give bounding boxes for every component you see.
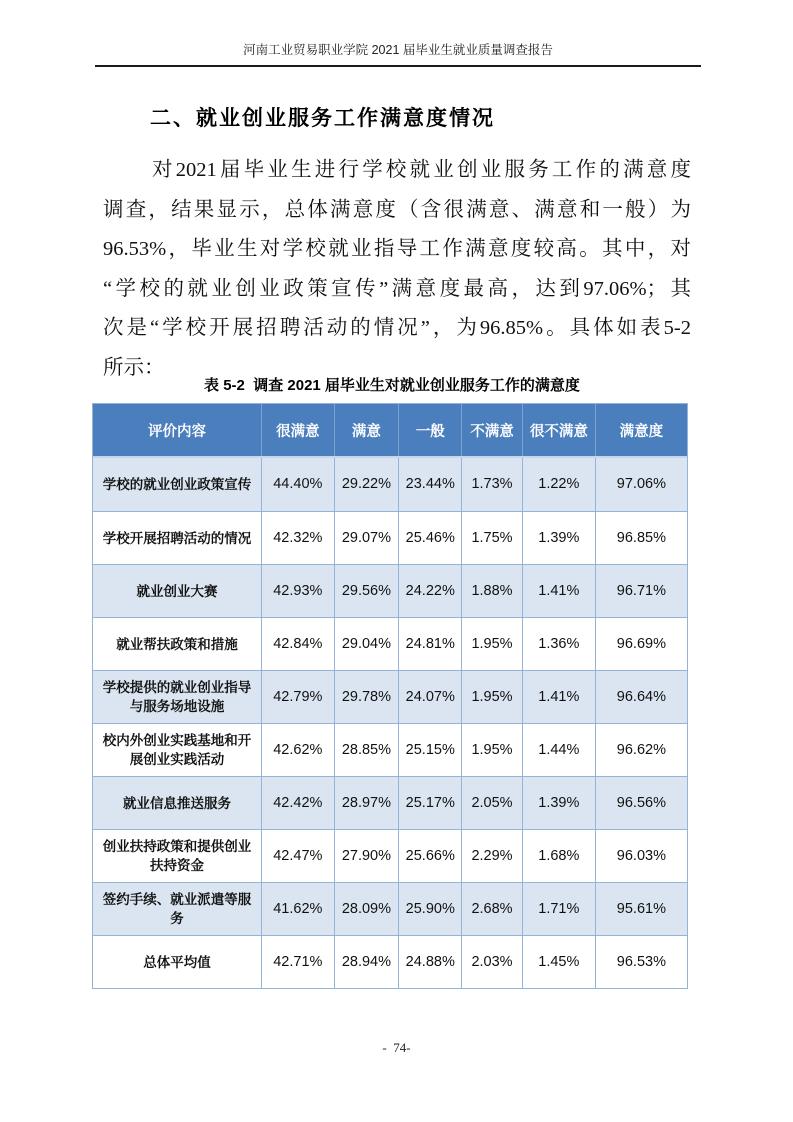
column-header: 不满意	[461, 404, 522, 456]
cell-value: 28.94%	[334, 936, 399, 988]
row-label: 签约手续、就业派遣等服务	[102, 892, 252, 926]
cell-value: 28.85%	[334, 724, 399, 776]
cell-value: 27.90%	[334, 830, 399, 882]
cell-value: 96.03%	[595, 830, 687, 882]
cell-value: 1.22%	[522, 458, 595, 511]
cell-value: 25.15%	[398, 724, 461, 776]
cell-value: 96.71%	[595, 565, 687, 617]
table-row	[93, 723, 687, 776]
cell-value: 96.56%	[595, 777, 687, 829]
row-label: 创业扶持政策和提供创业扶持资金	[102, 839, 252, 873]
cell-value: 2.29%	[461, 830, 522, 882]
cell-value: 25.66%	[398, 830, 461, 882]
paragraph-line: 对2021届毕业生进行学校就业创业服务工作的满意度	[152, 159, 691, 181]
cell-value: 1.39%	[522, 777, 595, 829]
cell-value: 25.90%	[398, 883, 461, 935]
cell-value: 96.69%	[595, 618, 687, 670]
cell-value: 28.09%	[334, 883, 399, 935]
cell-value: 29.78%	[334, 671, 399, 723]
table-row	[93, 564, 687, 617]
paragraph-line: 所示：	[103, 356, 165, 379]
row-label: 学校开展招聘活动的情况	[102, 530, 252, 546]
row-label: 学校提供的就业创业指导与服务场地设施	[102, 680, 252, 714]
cell-value: 1.95%	[461, 724, 522, 776]
cell-value: 1.39%	[522, 512, 595, 564]
cell-value: 1.45%	[522, 936, 595, 988]
page-header	[95, 40, 701, 67]
row-label: 学校的就业创业政策宣传	[102, 477, 252, 492]
table-row	[93, 670, 687, 723]
cell-value: 24.88%	[398, 936, 461, 988]
column-header: 评价内容	[148, 423, 207, 440]
cell-value: 29.04%	[334, 618, 399, 670]
row-label: 就业帮扶政策和措施	[116, 636, 238, 652]
cell-value: 2.68%	[461, 883, 522, 935]
table-row	[93, 511, 687, 564]
cell-value: 96.62%	[595, 724, 687, 776]
cell-value: 95.61%	[595, 883, 687, 935]
table-header-row	[93, 404, 687, 458]
column-header: 一般	[398, 404, 461, 456]
cell-value: 24.07%	[398, 671, 461, 723]
paragraph-line: “学校的就业创业政策宣传”满意度最高，达到97.06%；其	[103, 277, 691, 300]
cell-value: 96.85%	[595, 512, 687, 564]
cell-value: 41.62%	[261, 883, 333, 935]
cell-value: 1.73%	[461, 458, 522, 511]
column-header: 满意度	[595, 404, 687, 456]
column-header: 很满意	[261, 404, 333, 456]
table-row	[93, 882, 687, 935]
cell-value: 42.71%	[261, 936, 333, 988]
body-paragraph	[103, 151, 691, 388]
cell-value: 1.88%	[461, 565, 522, 617]
page-header-title: 河南工业贸易职业学院 2021 届毕业生就业质量调查报告	[243, 43, 553, 57]
paragraph-line: 96.53%，毕业生对学校就业指导工作满意度较高。其中，对	[103, 238, 691, 260]
table-row	[93, 776, 687, 829]
row-label: 就业创业大赛	[136, 583, 218, 599]
cell-value: 1.36%	[522, 618, 595, 670]
cell-value: 44.40%	[261, 458, 333, 511]
cell-value: 23.44%	[398, 458, 461, 511]
paragraph-line: 次是“学校开展招聘活动的情况”，为96.85%。具体如表5-2	[103, 317, 691, 339]
cell-value: 24.81%	[398, 618, 461, 670]
table-row	[93, 829, 687, 882]
cell-value: 24.22%	[398, 565, 461, 617]
row-label: 总体平均值	[143, 954, 211, 970]
satisfaction-table	[92, 403, 688, 989]
cell-value: 96.64%	[595, 671, 687, 723]
cell-value: 2.05%	[461, 777, 522, 829]
section-heading: 二、就业创业服务工作满意度情况	[150, 107, 495, 130]
cell-value: 25.17%	[398, 777, 461, 829]
column-header: 很不满意	[522, 404, 595, 456]
table-row	[93, 458, 687, 511]
cell-value: 42.62%	[261, 724, 333, 776]
table-caption: 表 5-2 调查 2021 届毕业生对就业创业服务工作的满意度	[204, 377, 580, 394]
table-row	[93, 617, 687, 670]
cell-value: 42.79%	[261, 671, 333, 723]
cell-value: 42.93%	[261, 565, 333, 617]
cell-value: 97.06%	[595, 458, 687, 511]
row-label: 就业信息推送服务	[123, 795, 232, 811]
cell-value: 1.68%	[522, 830, 595, 882]
cell-value: 29.07%	[334, 512, 399, 564]
cell-value: 1.71%	[522, 883, 595, 935]
cell-value: 42.47%	[261, 830, 333, 882]
table-body	[93, 458, 687, 988]
cell-value: 29.56%	[334, 565, 399, 617]
cell-value: 2.03%	[461, 936, 522, 988]
paragraph-line: 调查，结果显示，总体满意度（含很满意、满意和一般）为	[103, 198, 691, 221]
cell-value: 1.95%	[461, 618, 522, 670]
cell-value: 29.22%	[334, 458, 399, 511]
column-header: 满意	[334, 404, 399, 456]
cell-value: 1.41%	[522, 565, 595, 617]
cell-value: 25.46%	[398, 512, 461, 564]
cell-value: 1.41%	[522, 671, 595, 723]
table-row	[93, 935, 687, 988]
page-number: - 74-	[382, 1040, 411, 1055]
cell-value: 42.32%	[261, 512, 333, 564]
cell-value: 96.53%	[595, 936, 687, 988]
cell-value: 1.75%	[461, 512, 522, 564]
cell-value: 1.95%	[461, 671, 522, 723]
row-label: 校内外创业实践基地和开展创业实践活动	[102, 733, 252, 767]
cell-value: 42.42%	[261, 777, 333, 829]
cell-value: 42.84%	[261, 618, 333, 670]
cell-value: 28.97%	[334, 777, 399, 829]
cell-value: 1.44%	[522, 724, 595, 776]
